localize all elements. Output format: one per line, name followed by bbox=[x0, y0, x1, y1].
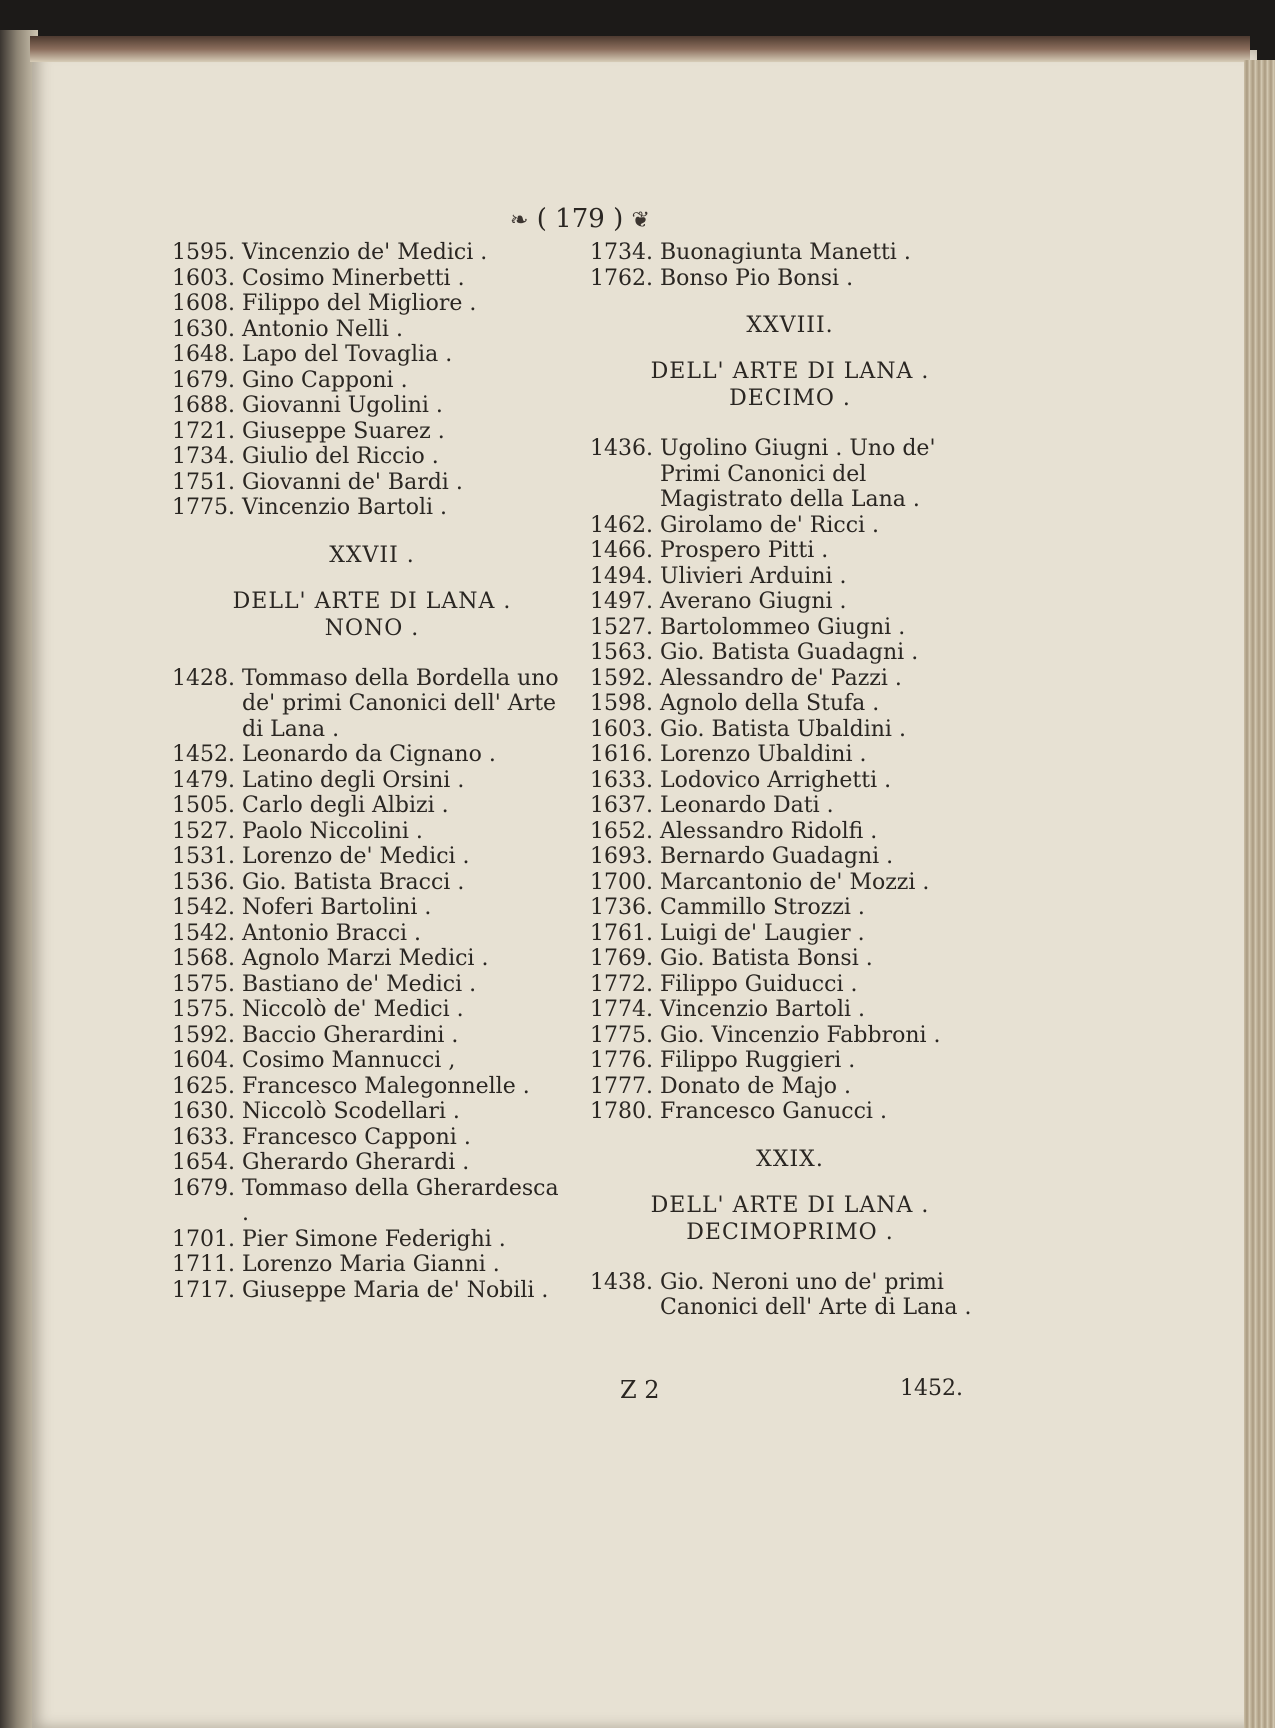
entry-year: 1527. bbox=[172, 818, 235, 844]
list-item bbox=[590, 742, 990, 768]
list-item bbox=[172, 393, 572, 419]
entry-name: Lorenzo Maria Gianni . bbox=[242, 1252, 500, 1277]
entry-name: Filippo Ruggieri . bbox=[660, 1048, 856, 1073]
ornament-left-icon: ❧ bbox=[510, 208, 529, 233]
entry-year: 1603. bbox=[590, 716, 653, 742]
entry-name: Tommaso della Bordella uno de' primi Canonici dell' Arte di Lana . bbox=[242, 665, 559, 742]
page-fore-edge bbox=[1244, 60, 1275, 1728]
entry-name: Girolamo de' Ricci . bbox=[660, 512, 880, 538]
entry-name: Paolo Niccolini . bbox=[242, 818, 423, 844]
list-item bbox=[590, 564, 990, 590]
list-item bbox=[172, 793, 572, 819]
entry-name: Noferi Bartolini . bbox=[242, 895, 432, 920]
entry-name: Gio. Batista Bracci . bbox=[242, 869, 465, 895]
list-item bbox=[172, 342, 572, 368]
entry-name: Francesco Ganucci . bbox=[660, 1099, 887, 1124]
entry-year: 1761. bbox=[590, 920, 653, 946]
list-item bbox=[590, 895, 990, 921]
page-header bbox=[480, 204, 680, 234]
entry-name: Antonio Bracci . bbox=[242, 920, 422, 946]
entry-year: 1633. bbox=[590, 767, 653, 793]
list-item bbox=[590, 717, 990, 743]
entry-year: 1452. bbox=[172, 742, 235, 767]
entry-name: Bonso Pio Bonsi . bbox=[660, 265, 854, 291]
entry-year: 1762. bbox=[590, 265, 653, 291]
entry-year: 1563. bbox=[590, 640, 653, 665]
entry-year: 1616. bbox=[590, 742, 653, 767]
entry-name: Carlo degli Albizi . bbox=[242, 793, 449, 818]
list-item bbox=[590, 768, 990, 794]
entry-year: 1527. bbox=[590, 614, 653, 640]
entry-year: 1769. bbox=[590, 946, 653, 971]
list-item bbox=[172, 844, 572, 870]
entry-name: Gio. Batista Guadagni . bbox=[660, 640, 919, 665]
list-item bbox=[590, 921, 990, 947]
list-item bbox=[590, 1023, 990, 1049]
list-item bbox=[172, 946, 572, 972]
list-item bbox=[590, 946, 990, 972]
ornament-right-icon: ❦ bbox=[631, 208, 650, 233]
entry-year: 1775. bbox=[172, 495, 235, 520]
entry-name: Latino degli Orsini . bbox=[242, 767, 465, 793]
entry-name: Gino Capponi . bbox=[242, 367, 408, 393]
right-column bbox=[590, 240, 990, 1321]
entry-name: Antonio Nelli . bbox=[242, 316, 403, 342]
entry-year: 1637. bbox=[590, 793, 653, 818]
entry-name: Vincenzio Bartoli . bbox=[242, 495, 448, 520]
list-item bbox=[172, 1278, 572, 1304]
entry-name: Francesco Malegonnelle . bbox=[242, 1073, 530, 1099]
list-item bbox=[172, 870, 572, 896]
entry-name: Donato de Majo . bbox=[660, 1073, 852, 1099]
entry-year: 1568. bbox=[172, 946, 235, 971]
list-item bbox=[590, 538, 990, 564]
list-item bbox=[172, 444, 572, 470]
entry-name: Marcantonio de' Mozzi . bbox=[660, 869, 930, 895]
entry-name: Filippo del Migliore . bbox=[242, 291, 477, 316]
list-item bbox=[590, 436, 990, 513]
list-item bbox=[172, 240, 572, 266]
entry-year: 1775. bbox=[590, 1022, 653, 1048]
entry-name: Gio. Batista Ubaldini . bbox=[660, 716, 906, 742]
entry-name: Gio. Vincenzio Fabbroni . bbox=[660, 1022, 941, 1048]
entry-year: 1721. bbox=[172, 418, 235, 444]
entry-name: Agnolo Marzi Medici . bbox=[242, 946, 489, 971]
entry-name: Giuseppe Suarez . bbox=[242, 418, 445, 444]
entry-year: 1688. bbox=[172, 393, 235, 418]
entry-name: Averano Giugni . bbox=[660, 589, 847, 614]
list-item bbox=[590, 870, 990, 896]
entry-year: 1780. bbox=[590, 1099, 653, 1124]
list-item bbox=[590, 1048, 990, 1074]
list-item bbox=[590, 240, 990, 266]
entry-name: Bastiano de' Medici . bbox=[242, 971, 477, 997]
page-top-edge bbox=[30, 36, 1250, 62]
entry-year: 1772. bbox=[590, 971, 653, 997]
entry-name: Vincenzio de' Medici . bbox=[242, 240, 488, 265]
list-item bbox=[590, 513, 990, 539]
entry-name: Baccio Gherardini . bbox=[242, 1022, 459, 1048]
list-item bbox=[590, 615, 990, 641]
entry-year: 1428. bbox=[172, 665, 235, 691]
entry-name: Leonardo da Cignano . bbox=[242, 742, 496, 767]
entry-year: 1494. bbox=[590, 563, 653, 589]
list-item bbox=[590, 589, 990, 615]
left-column bbox=[172, 240, 572, 1303]
entry-year: 1436. bbox=[590, 436, 653, 461]
entry-name: Giovanni de' Bardi . bbox=[242, 469, 463, 495]
entry-year: 1700. bbox=[590, 869, 653, 895]
entry-year: 1701. bbox=[172, 1226, 235, 1252]
entry-name: Ulivieri Arduini . bbox=[660, 563, 847, 589]
entry-year: 1734. bbox=[590, 240, 653, 265]
entry-year: 1679. bbox=[172, 1175, 235, 1201]
list-item bbox=[590, 266, 990, 292]
list-item bbox=[172, 317, 572, 343]
list-item bbox=[172, 1074, 572, 1100]
entry-name: Alessandro Ridolfi . bbox=[660, 818, 878, 844]
entry-name: Cosimo Mannucci , bbox=[242, 1048, 456, 1073]
entry-name: Prospero Pitti . bbox=[660, 538, 829, 563]
list-item bbox=[172, 1150, 572, 1176]
signature-mark: Z 2 bbox=[620, 1376, 660, 1404]
entry-year: 1505. bbox=[172, 793, 235, 818]
list-item bbox=[172, 997, 572, 1023]
list-item bbox=[590, 1270, 990, 1321]
list-item bbox=[172, 291, 572, 317]
list-item bbox=[172, 1176, 572, 1227]
entry-year: 1625. bbox=[172, 1073, 235, 1099]
list-item bbox=[590, 1099, 990, 1125]
section-number: XXIX. bbox=[756, 1146, 824, 1172]
entry-name: Agnolo della Stufa . bbox=[660, 691, 880, 716]
entry-name: Alessandro de' Pazzi . bbox=[660, 665, 902, 691]
section-title: DELL' ARTE DI LANA . DECIMO . bbox=[650, 359, 930, 411]
entry-name: Cosimo Minerbetti . bbox=[242, 265, 465, 291]
list-item bbox=[172, 819, 572, 845]
list-item bbox=[172, 921, 572, 947]
list-item bbox=[172, 1125, 572, 1151]
entry-name: Lorenzo Ubaldini . bbox=[660, 742, 867, 767]
entry-year: 1776. bbox=[590, 1048, 653, 1073]
entry-year: 1604. bbox=[172, 1048, 235, 1073]
entry-name: Lorenzo de' Medici . bbox=[242, 844, 470, 869]
entry-name: Lodovico Arrighetti . bbox=[660, 767, 892, 793]
entry-name: Niccolò Scodellari . bbox=[242, 1099, 460, 1124]
entry-name: Giovanni Ugolini . bbox=[242, 393, 443, 418]
entry-year: 1751. bbox=[172, 469, 235, 495]
list-item bbox=[590, 691, 990, 717]
entry-name: Gio. Neroni uno de' primi Canonici dell' Arte di Lana . bbox=[660, 1269, 972, 1320]
entry-name: Giuseppe Maria de' Nobili . bbox=[242, 1277, 549, 1303]
list-item bbox=[590, 972, 990, 998]
list-item bbox=[590, 640, 990, 666]
list-item bbox=[590, 819, 990, 845]
entry-year: 1466. bbox=[590, 538, 653, 563]
entry-year: 1654. bbox=[172, 1150, 235, 1175]
left-top-list bbox=[172, 240, 572, 521]
list-item bbox=[172, 1023, 572, 1049]
list-item bbox=[172, 368, 572, 394]
list-item bbox=[590, 1074, 990, 1100]
entry-year: 1592. bbox=[172, 1022, 235, 1048]
section-title: DELL' ARTE DI LANA . DECIMOPRIMO . bbox=[650, 1192, 930, 1245]
entry-name: Vincenzio Bartoli . bbox=[660, 997, 866, 1022]
entry-year: 1630. bbox=[172, 1099, 235, 1124]
entry-year: 1633. bbox=[172, 1124, 235, 1150]
entry-year: 1592. bbox=[590, 665, 653, 691]
entry-year: 1462. bbox=[590, 512, 653, 538]
list-item bbox=[172, 768, 572, 794]
list-item bbox=[172, 495, 572, 521]
entry-name: Pier Simone Federighi . bbox=[242, 1226, 506, 1252]
entry-year: 1734. bbox=[172, 444, 235, 469]
entry-name: Ugolino Giugni . Uno de' Primi Canonici del Magistrato della Lana . bbox=[660, 436, 936, 512]
list-item bbox=[172, 1252, 572, 1278]
entry-year: 1679. bbox=[172, 367, 235, 393]
entry-year: 1648. bbox=[172, 342, 235, 367]
list-item bbox=[590, 793, 990, 819]
page-number: ( 179 ) bbox=[536, 204, 624, 234]
entry-year: 1598. bbox=[590, 691, 653, 716]
entry-year: 1736. bbox=[590, 895, 653, 920]
list-item bbox=[172, 470, 572, 496]
list-item bbox=[172, 742, 572, 768]
list-item bbox=[590, 844, 990, 870]
entry-year: 1711. bbox=[172, 1252, 235, 1277]
list-item bbox=[172, 666, 572, 743]
entry-year: 1608. bbox=[172, 291, 235, 316]
list-item bbox=[172, 419, 572, 445]
right-top-list bbox=[590, 240, 990, 291]
entry-year: 1497. bbox=[590, 589, 653, 614]
entry-year: 1774. bbox=[590, 997, 653, 1022]
entry-name: Leonardo Dati . bbox=[660, 793, 834, 818]
entry-year: 1542. bbox=[172, 920, 235, 946]
entry-year: 1438. bbox=[590, 1269, 653, 1295]
section-title: DELL' ARTE DI LANA . NONO . bbox=[232, 588, 512, 641]
entry-name: Giulio del Riccio . bbox=[242, 444, 439, 469]
entry-name: Buonagiunta Manetti . bbox=[660, 240, 911, 265]
entry-year: 1595. bbox=[172, 240, 235, 265]
entry-name: Filippo Guiducci . bbox=[660, 971, 858, 997]
list-item bbox=[172, 972, 572, 998]
entry-name: Lapo del Tovaglia . bbox=[242, 342, 453, 367]
entry-year: 1575. bbox=[172, 997, 235, 1022]
entry-name: Gherardo Gherardi . bbox=[242, 1150, 470, 1175]
list-item bbox=[172, 266, 572, 292]
entry-year: 1777. bbox=[590, 1073, 653, 1099]
entry-year: 1536. bbox=[172, 869, 235, 895]
entry-name: Luigi de' Laugier . bbox=[660, 920, 865, 946]
right-section2-list bbox=[590, 1270, 990, 1321]
entry-year: 1693. bbox=[590, 844, 653, 869]
section-number: XXVIII. bbox=[746, 313, 834, 338]
entry-year: 1531. bbox=[172, 844, 235, 869]
entry-year: 1652. bbox=[590, 818, 653, 844]
list-item bbox=[172, 1048, 572, 1074]
entry-name: Bernardo Guadagni . bbox=[660, 844, 894, 869]
entry-year: 1479. bbox=[172, 767, 235, 793]
list-item bbox=[172, 895, 572, 921]
entry-name: Tommaso della Gherardesca . bbox=[242, 1175, 559, 1226]
entry-name: Niccolò de' Medici . bbox=[242, 997, 464, 1022]
entry-year: 1630. bbox=[172, 316, 235, 342]
list-item bbox=[590, 997, 990, 1023]
entry-year: 1542. bbox=[172, 895, 235, 920]
list-item bbox=[590, 666, 990, 692]
entry-name: Bartolommeo Giugni . bbox=[660, 614, 906, 640]
entry-year: 1575. bbox=[172, 971, 235, 997]
list-item bbox=[172, 1227, 572, 1253]
entry-name: Gio. Batista Bonsi . bbox=[660, 946, 873, 971]
entry-name: Francesco Capponi . bbox=[242, 1124, 471, 1150]
entry-year: 1717. bbox=[172, 1277, 235, 1303]
right-section1-list bbox=[590, 436, 990, 1125]
entry-name: Cammillo Strozzi . bbox=[660, 895, 865, 920]
catchword: 1452. bbox=[900, 1376, 963, 1401]
entry-year: 1603. bbox=[172, 265, 235, 291]
section-number: XXVII . bbox=[329, 542, 415, 568]
list-item bbox=[172, 1099, 572, 1125]
left-main-list bbox=[172, 666, 572, 1304]
